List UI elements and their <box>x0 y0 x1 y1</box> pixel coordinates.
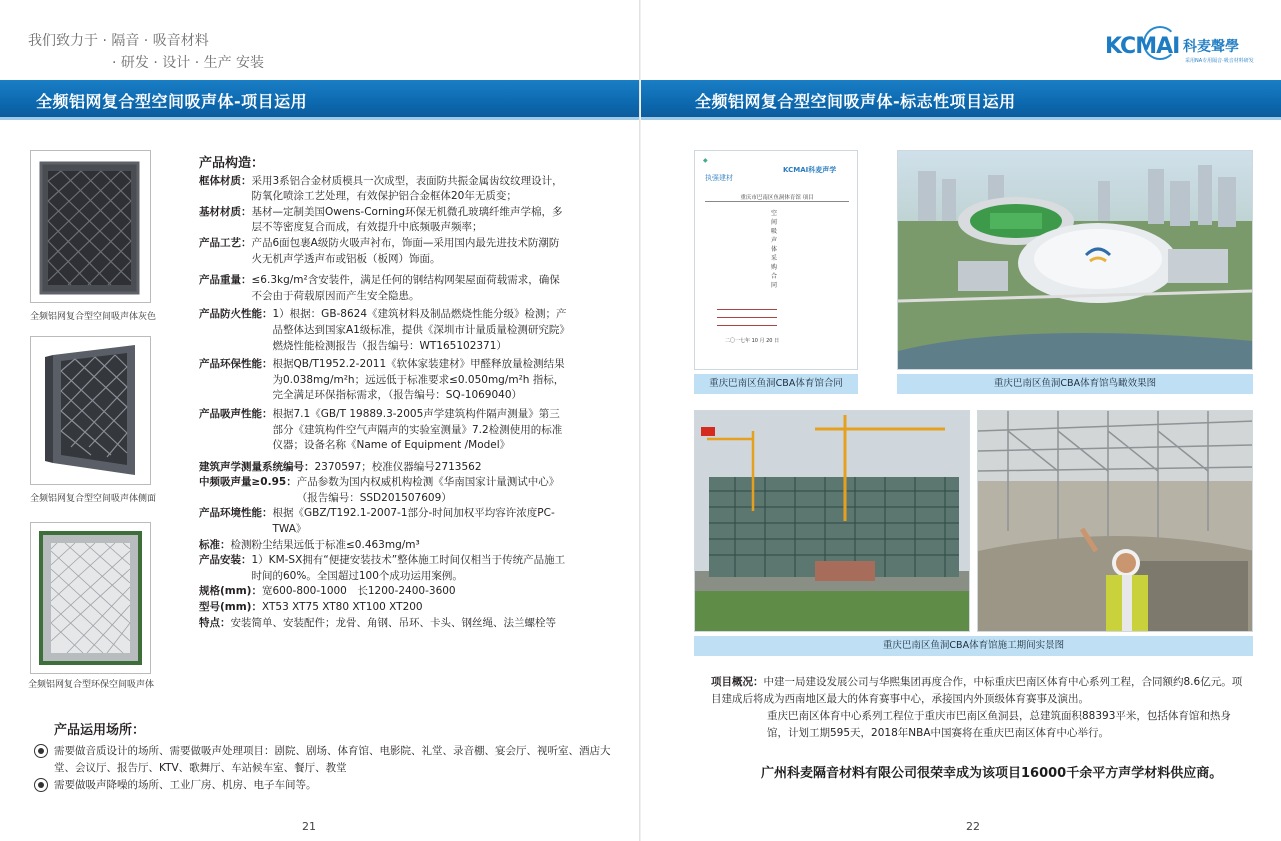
spec-key: 规格(mm)： <box>199 585 262 598</box>
spec-row-mid-freq <box>199 475 569 506</box>
product-spec-section <box>199 156 569 631</box>
doc-vertical-title: 空间吸声体采购合同 <box>771 210 778 289</box>
spec-key: 产品安装： <box>199 554 252 567</box>
photo-caption-2: 全频铝网复合型空间吸声体侧面 <box>30 494 157 504</box>
usage-text: 需要做吸声降噪的场所、工业厂房、机房、电子车间等。 <box>54 779 317 791</box>
spec-row-size <box>199 584 569 600</box>
banner-title-right: 全频铝网复合型空间吸声体-标志性项目运用 <box>695 92 1016 111</box>
supplier-statement: 广州科麦隔音材料有限公司很荣幸成为该项目16000千余平方声学材料供应商。 <box>761 766 1223 781</box>
spec-value: XT53 XT75 XT80 XT100 XT200 <box>261 601 423 614</box>
overview-paragraph-1 <box>711 674 1251 708</box>
logo-subtitle: 采用NA专用隔音·吸音材料研发 <box>1185 58 1254 64</box>
usage-section <box>34 722 614 794</box>
usage-text: 需要做音质设计的场所、需要做吸声处理项目：剧院、剧场、体育馆、电影院、礼堂、录音棚、宴会厅、视听室、酒店大堂、会议厅、报告厅、KTV、歌舞厅、车站候车室、餐厅、教堂 <box>54 745 611 774</box>
doc-logo-left: 执强建材 <box>705 174 733 182</box>
page-number-left: 21 <box>302 820 316 833</box>
spec-key: 产品工艺： <box>199 236 252 249</box>
spec-row-install <box>199 553 569 584</box>
spec-key: 标准： <box>199 538 231 551</box>
doc-header-mark: ◆ <box>703 157 708 164</box>
spec-value: 基材—定制美国Owens-Corning环保无机微孔玻璃纤维声学棉，多层不等密度复合而成，有效提升中底频吸声频率； <box>251 205 563 234</box>
spec-row-process <box>199 236 569 267</box>
logo-brand: KCMAI <box>1105 34 1180 59</box>
spec-value: 安装简单、安装配件；龙骨、角钢、吊环、卡头、钢丝绳、法兰螺栓等 <box>230 616 556 629</box>
aerial-rendering-image <box>897 150 1253 370</box>
overview-key: 项目概况： <box>711 676 764 688</box>
absorber-panel-grey-image <box>31 151 150 302</box>
spec-key: 中频吸声量≥0.95： <box>199 476 297 489</box>
caption-contract: 重庆巴南区鱼洞CBA体育馆合同 <box>694 374 858 394</box>
construction-interior-illustration <box>978 411 1253 632</box>
product-photo-eco <box>30 522 151 674</box>
usage-item <box>34 743 614 777</box>
spec-key: 产品吸声性能： <box>199 407 273 420</box>
section-banner-right <box>641 80 1281 120</box>
spec-row-standard <box>199 538 569 554</box>
spec-value: 采用3系铝合金材质模具一次成型，表面防共振金属齿纹纹理设计，防氧化喷涂工艺处理，有效保护铝合金框体20年无质变； <box>251 174 563 203</box>
absorber-panel-side-image <box>31 337 150 484</box>
banner-title-left: 全频铝网复合型空间吸声体-项目运用 <box>36 92 308 111</box>
doc-line <box>717 317 777 318</box>
spec-value: ≤6.3kg/m²含安装件，满足任何的钢结构网架屋面荷载需求，确保不会由于荷载原因而产生安全隐患。 <box>251 274 560 302</box>
spec-key: 产品环保性能： <box>199 358 273 371</box>
spec-value: 2370597；校准仪器编号2713562 <box>314 460 482 473</box>
photo-caption-1: 全频铝网复合型空间吸声体灰色 <box>30 312 157 322</box>
spec-row-model <box>199 600 569 616</box>
project-overview <box>711 674 1251 742</box>
spec-heading: 产品构造： <box>199 156 265 171</box>
spec-key: 型号(mm)： <box>199 601 262 614</box>
spec-row-fire <box>199 307 569 354</box>
spec-value: 产品参数为国内权威机构检测《华南国家计量测试中心》（报告编号：SSD201507609） <box>296 476 560 504</box>
doc-title: 重庆市巴南区鱼洞体育馆 项目 <box>705 193 849 202</box>
doc-logo-right: KCMAI科麦声学 <box>783 166 837 174</box>
spec-key: 产品重量： <box>199 274 252 287</box>
construction-exterior-illustration <box>695 411 970 632</box>
spec-row-frame <box>199 174 569 205</box>
absorber-panel-eco-image <box>31 523 150 673</box>
spec-key: 产品防火性能： <box>199 308 273 321</box>
doc-line <box>717 309 777 310</box>
construction-photo-exterior <box>694 410 970 632</box>
left-page <box>0 0 640 841</box>
slogan-line-2: · 研发 · 设计 · 生产 安装 <box>112 55 265 71</box>
overview-text-2: 重庆巴南区体育中心系列工程位于重庆市巴南区鱼洞县，总建筑面积88393平米，包括体育馆和热身馆，计划工期595天，2018年NBA中国赛将在重庆巴南区体育中心举行。 <box>767 710 1231 739</box>
spec-value: 根据QB/T1952.2-2011《软体家装建材》甲醛释放量检测结果为0.038mg/m²h；远远低于标准要求≤0.050mg/m²h 指标，完全满足环保指标需求，（报告编号：SQ-1069040） <box>272 358 565 402</box>
aerial-stadium-illustration <box>898 151 1253 370</box>
spec-key: 基材材质： <box>199 205 252 218</box>
bullet-icon <box>34 744 48 758</box>
overview-text-1: 中建一局建设发展公司与华熙集团再度合作，中标重庆巴南区体育中心系列工程，合同额约8.6亿元。项目建成后将成为西南地区最大的体育赛事中心，承接国内外顶级体育赛事及演出。 <box>711 676 1243 705</box>
spec-row-acoustic <box>199 407 569 454</box>
spec-value: 1）根据：GB-8624《建筑材料及制品燃烧性能分级》检测；产品整体达到国家A1级标准，提供《深圳市计量质量检测研究院》燃烧性能检测报告（报告编号：WT165102371） <box>272 308 567 352</box>
kcmai-logo <box>1105 26 1255 72</box>
caption-aerial: 重庆巴南区鱼洞CBA体育馆鸟瞰效果图 <box>897 374 1253 394</box>
doc-date: 二〇一七年 10 月 20 日 <box>725 338 780 344</box>
spec-key: 产品环境性能： <box>199 507 273 520</box>
spec-value: 1）KM-SX拥有“便捷安装技术”整体施工时间仅相当于传统产品施工时间的60%。全国超过100个成功运用案例。 <box>251 554 566 582</box>
logo-cn: 科麦聲學 <box>1183 39 1239 55</box>
spec-row-base <box>199 205 569 236</box>
construction-photo-interior <box>977 410 1253 632</box>
spec-key: 框体材质： <box>199 174 252 187</box>
right-page <box>641 0 1281 841</box>
spec-row-system-no <box>199 460 569 476</box>
slogan <box>28 30 264 74</box>
contract-document-image <box>694 150 858 370</box>
spec-key: 建筑声学测量系统编号： <box>199 460 315 473</box>
caption-construction: 重庆巴南区鱼洞CBA体育馆施工期间实景图 <box>694 636 1253 656</box>
usage-item <box>34 777 614 794</box>
bullet-icon <box>34 778 48 792</box>
doc-line <box>717 325 777 326</box>
usage-heading: 产品运用场所： <box>54 723 146 738</box>
spec-value: 产品6面包裹A级防火吸声衬布，饰面—采用国内最先进技术防潮防火无机声学透声布或铝板（板网）饰面。 <box>251 236 560 265</box>
page-number-right: 22 <box>966 820 980 833</box>
slogan-line-1: 我们致力于 · 隔音 · 吸音材料 <box>28 33 209 49</box>
photo-caption-3: 全频铝网复合型环保空间吸声体 <box>28 680 155 690</box>
spec-value: 根据7.1《GB/T 19889.3-2005声学建筑构件隔声测量》第三部分《建筑构件空气声隔声的实验室测量》7.2检测使用的标准仪器；设备名称《Name of Equipment /Model》 <box>272 407 563 452</box>
product-photo-side <box>30 336 151 485</box>
spec-row-eco <box>199 357 569 404</box>
spec-row-environment <box>199 506 569 537</box>
spec-row-features <box>199 616 569 632</box>
spec-value: 根据《GBZ/T192.1-2007-1部分-时间加权平均容许浓度PC-TWA》 <box>272 507 555 536</box>
spec-value: 宽600-800-1000 长1200-2400-3600 <box>261 585 456 598</box>
spec-key: 特点： <box>199 616 231 629</box>
section-banner-left <box>0 80 640 120</box>
spec-value: 检测粉尘结果远低于标准≤0.463mg/m³ <box>230 538 420 551</box>
product-photo-grey <box>30 150 151 303</box>
spec-row-weight <box>199 273 569 304</box>
